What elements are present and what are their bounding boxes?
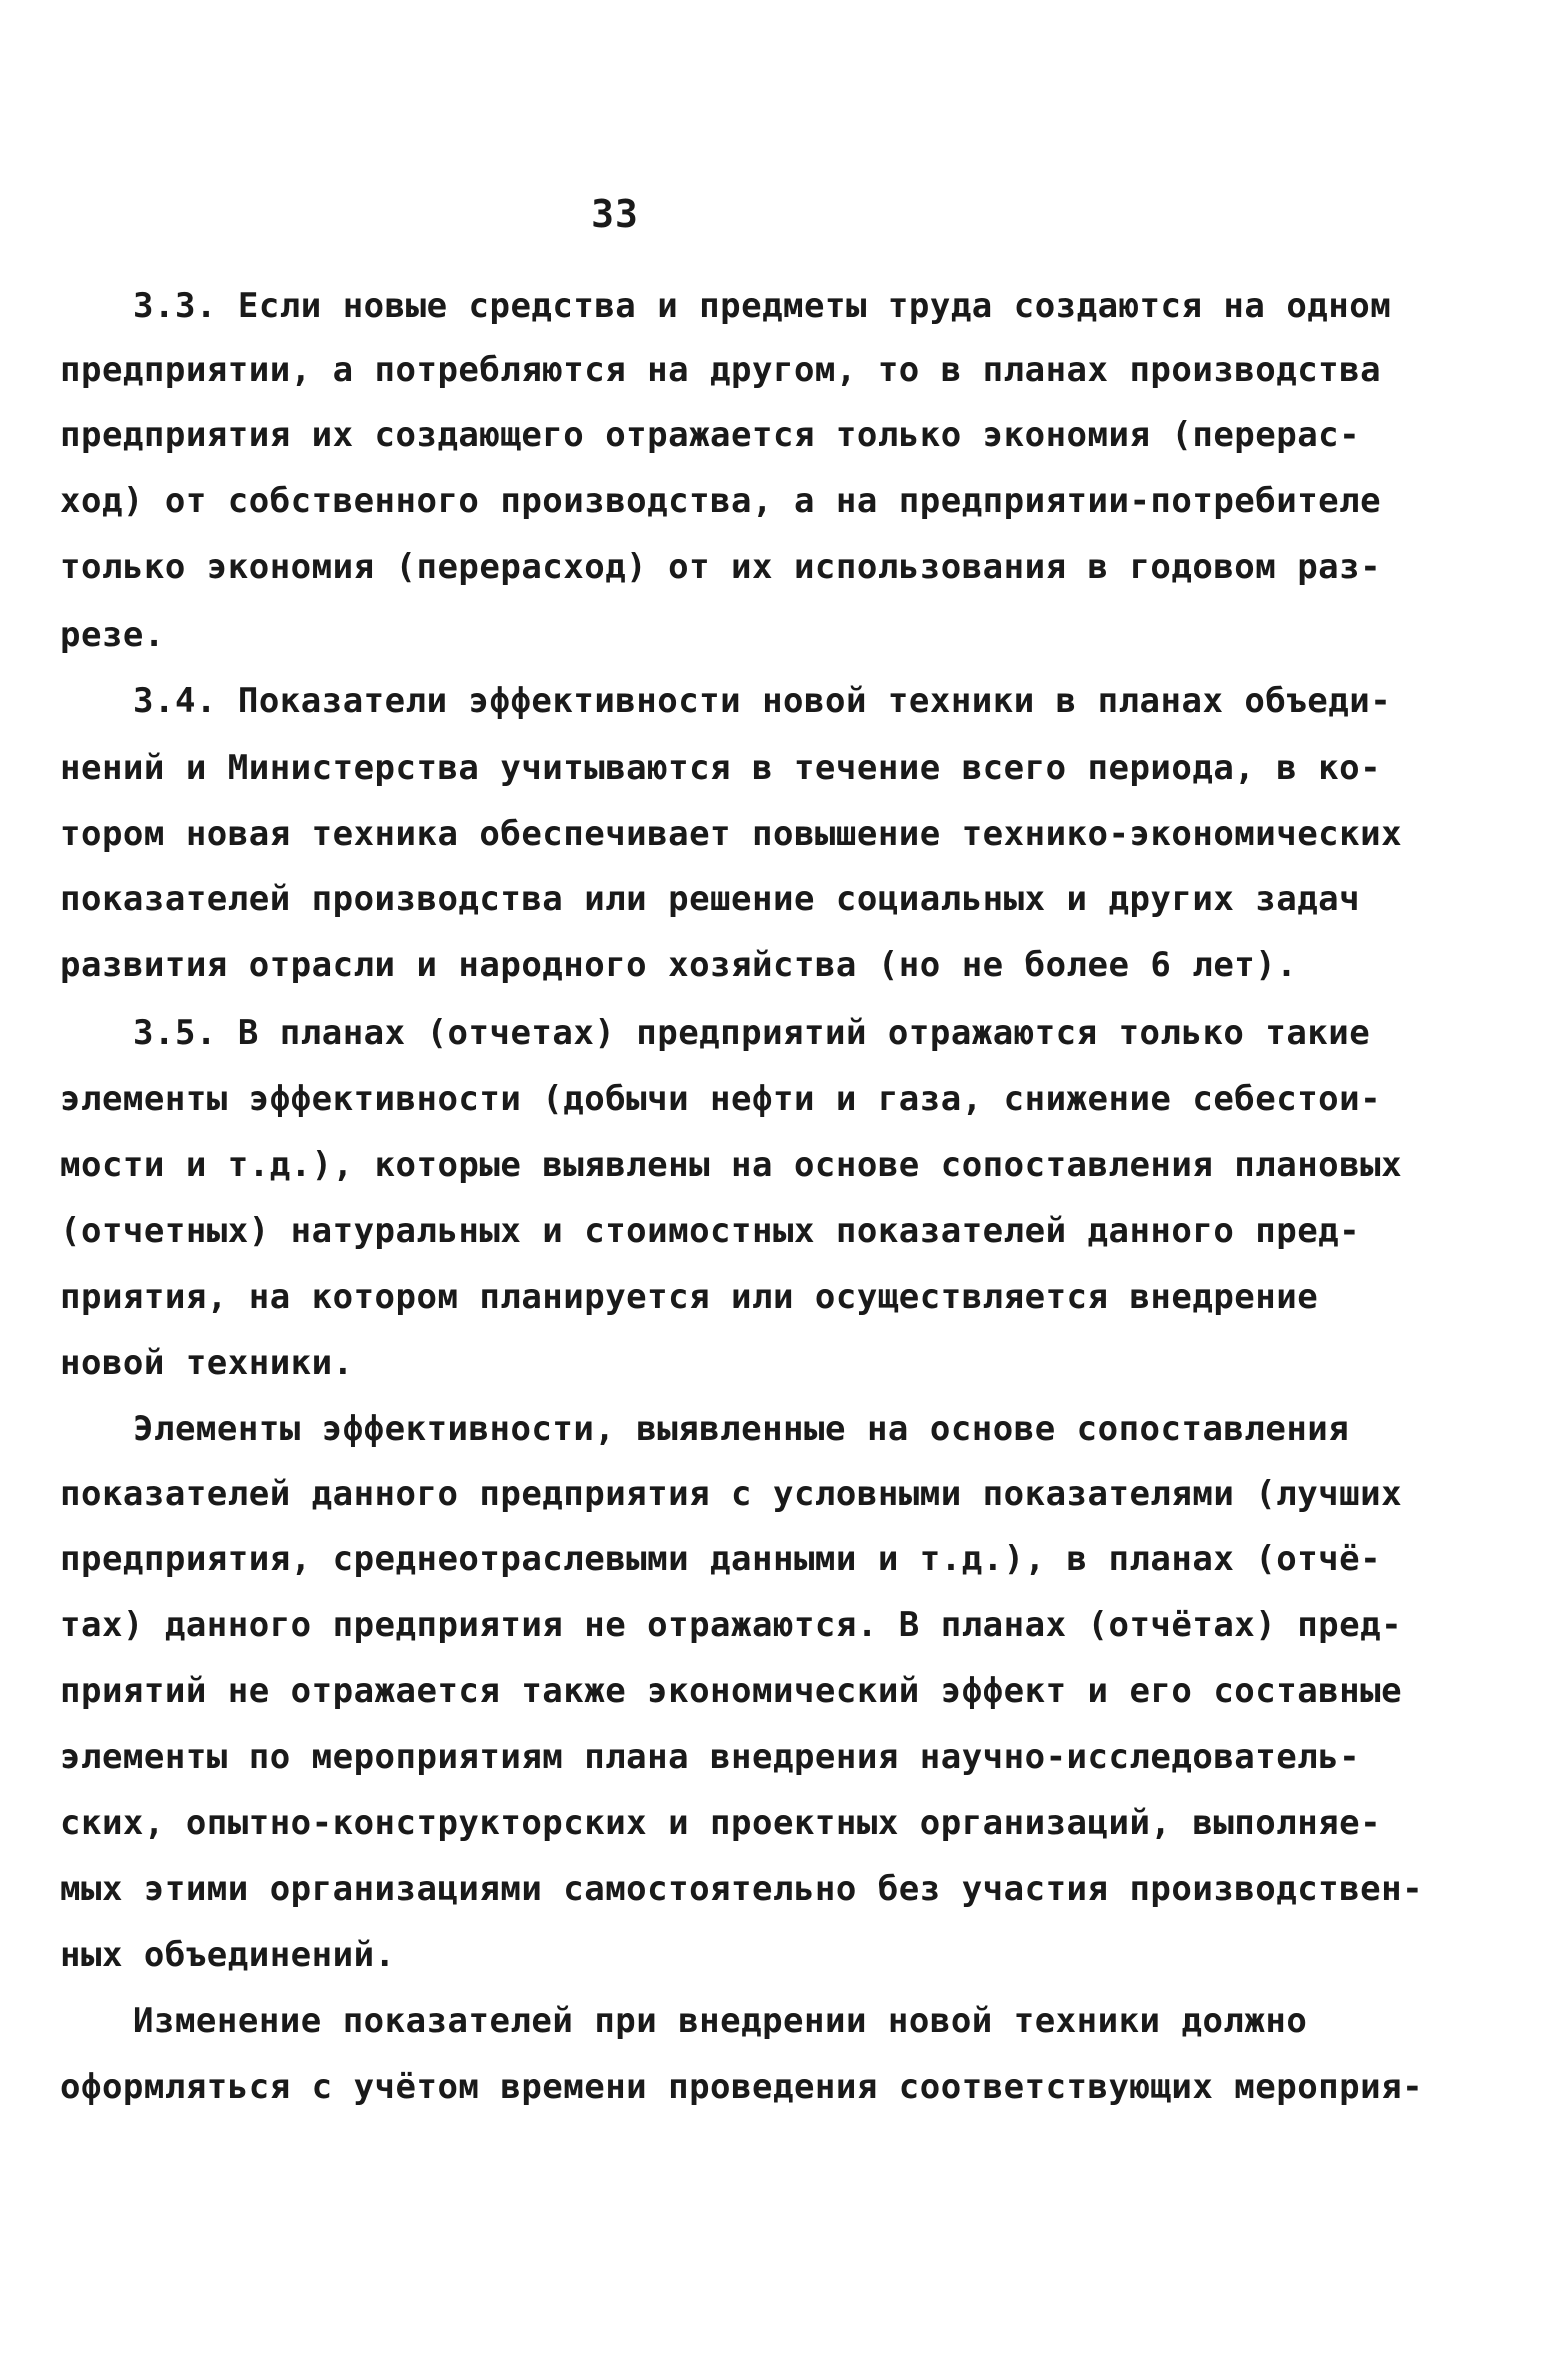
page-number: 33 bbox=[591, 192, 639, 236]
text-line: оформляться с учётом времени проведения соответствующих мероприя- bbox=[60, 2067, 1424, 2107]
text-line: (отчетных) натуральных и стоимостных показателей данного пред- bbox=[60, 1211, 1361, 1251]
text-line: элементы по мероприятиям плана внедрения научно-исследователь- bbox=[60, 1737, 1361, 1777]
text-line: мости и т.д.), которые выявлены на основе сопоставления плановых bbox=[60, 1145, 1403, 1185]
text-line: 3.5. В планах (отчетах) предприятий отражаются только такие bbox=[133, 1013, 1371, 1053]
text-line: 3.3. Если новые средства и предметы труда создаются на одном bbox=[133, 286, 1392, 326]
text-line: предприятия, среднеотраслевыми данными и т.д.), в планах (отчё- bbox=[60, 1539, 1382, 1579]
text-line: нений и Министерства учитываются в течение всего периода, в ко- bbox=[60, 748, 1382, 788]
text-line: развития отрасли и народного хозяйства (но не более 6 лет). bbox=[60, 945, 1298, 985]
text-line: приятия, на котором планируется или осуществляется внедрение bbox=[60, 1277, 1319, 1317]
text-line: ных объединений. bbox=[60, 1935, 396, 1975]
text-line: элементы эффективности (добычи нефти и газа, снижение себестои- bbox=[60, 1079, 1382, 1119]
text-line: тах) данного предприятия не отражаются. В планах (отчётах) пред- bbox=[60, 1605, 1403, 1645]
text-line: Элементы эффективности, выявленные на основе сопоставления bbox=[133, 1409, 1350, 1449]
text-line: приятий не отражается также экономический эффект и его составные bbox=[60, 1671, 1403, 1711]
text-line: предприятии, а потребляются на другом, то в планах производства bbox=[60, 350, 1382, 390]
text-line: тором новая техника обеспечивает повышение технико-экономических bbox=[60, 814, 1403, 854]
text-line: показателей данного предприятия с условными показателями (лучших bbox=[60, 1474, 1403, 1514]
text-line: ских, опытно-конструкторских и проектных организаций, выполняе- bbox=[60, 1803, 1382, 1843]
text-line: показателей производства или решение социальных и других задач bbox=[60, 879, 1361, 919]
text-line: ход) от собственного производства, а на предприятии-потребителе bbox=[60, 481, 1382, 521]
text-line: Изменение показателей при внедрении новой техники должно bbox=[133, 2001, 1308, 2041]
text-line: резе. bbox=[60, 615, 165, 655]
text-line: 3.4. Показатели эффективности новой техники в планах объеди- bbox=[133, 681, 1392, 721]
text-line: новой техники. bbox=[60, 1343, 354, 1383]
text-line: предприятия их создающего отражается только экономия (перерас- bbox=[60, 415, 1361, 455]
text-line: мых этими организациями самостоятельно без участия производствен- bbox=[60, 1869, 1424, 1909]
text-line: только экономия (перерасход) от их использования в годовом раз- bbox=[60, 547, 1382, 587]
